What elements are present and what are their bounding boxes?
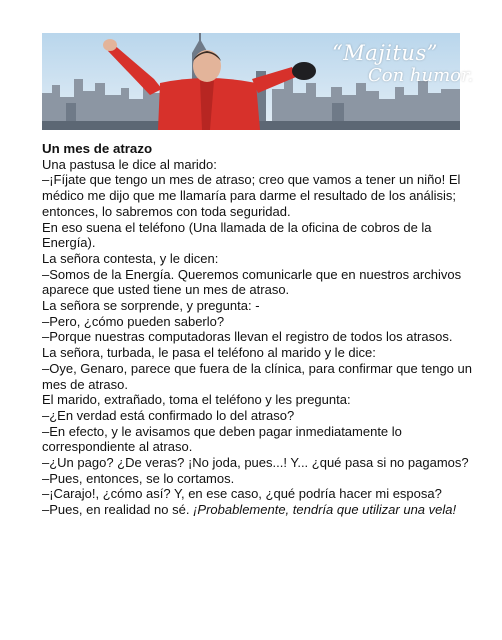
paragraph: Una pastusa le dice al marido:	[42, 156, 217, 172]
banner-title: “Majitus”	[332, 41, 438, 65]
paragraph: –¡Fíjate que tengo un mes de atraso; creo que vamos a tener un niño! El médico me dijo que me llamaría para darme el resultado de los análisis; entonces, lo sabremos con toda seguridad.	[42, 172, 461, 219]
paragraph: –Somos de la Energía. Queremos comunicarle que en nuestros archivos aparece que usted tiene un mes de atraso.	[42, 266, 462, 298]
paragraph: En eso suena el teléfono (Una llamada de la oficina de cobros de la Energía).	[42, 219, 432, 251]
paragraph: El marido, extrañado, toma el teléfono y les pregunta:	[42, 392, 351, 408]
final-paragraph-plain: –Pues, en realidad no sé.	[42, 502, 194, 518]
paragraph: –Pero, ¿cómo pueden saberlo?	[42, 313, 225, 329]
article-title: Un mes de atrazo	[42, 141, 153, 156]
paragraph: –¡Carajo!, ¿cómo así? Y, en ese caso, ¿qué podría hacer mi esposa?	[42, 486, 442, 502]
final-paragraph	[42, 502, 482, 518]
paragraph: La señora se sorprende, y pregunta: -	[42, 298, 260, 314]
paragraph: La señora contesta, y le dicen:	[42, 250, 219, 266]
paragraph: –¿En verdad está confirmado lo del atraso?	[42, 407, 295, 423]
header-banner	[42, 33, 474, 130]
final-paragraph-italic: ¡Probablemente, tendría que utilizar una vela!	[193, 502, 457, 518]
article	[42, 141, 482, 518]
paragraph: –Pues, entonces, se lo cortamos.	[42, 470, 235, 486]
paragraph: –Oye, Genaro, parece que fuera de la clínica, para confirmar que tengo un mes de atraso.	[42, 360, 472, 392]
paragraph: –¿Un pago? ¿De veras? ¡No joda, pues...! Y... ¿qué pasa si no pagamos?	[42, 455, 469, 471]
paragraph: –Porque nuestras computadoras llevan el registro de todos los atrasos.	[42, 329, 453, 345]
banner-subtitle: Con humor.	[368, 65, 474, 86]
paragraph: La señora, turbada, le pasa el teléfono al marido y le dice:	[42, 345, 376, 361]
paragraph: –En efecto, y le avisamos que deben pagar inmediatamente lo correspondiente al atraso.	[42, 423, 402, 455]
